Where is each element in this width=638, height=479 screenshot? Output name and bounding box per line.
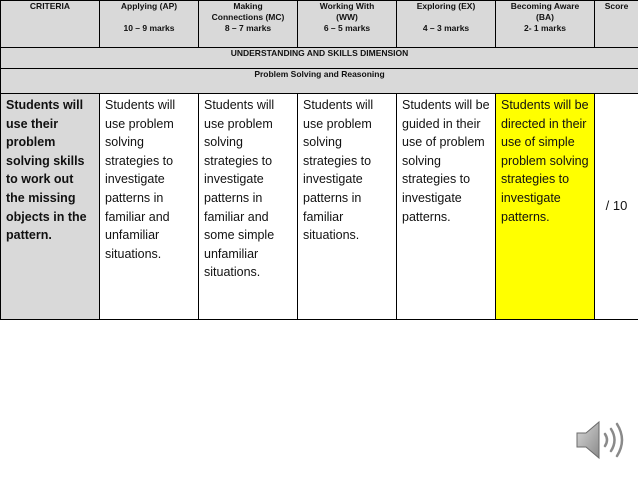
col-header-ww: Working With (WW) 6 – 5 marks <box>298 1 397 48</box>
score-header: Score <box>595 1 638 48</box>
col-header-mc: Making Connections (MC) 8 – 7 marks <box>199 1 298 48</box>
speaker-icon[interactable] <box>574 418 626 462</box>
score-cell: / 10 <box>595 94 638 320</box>
descriptor-ww: Students will use problem solving strategies to investigate patterns in familiar situations. <box>298 94 397 320</box>
col-header-ex: Exploring (EX) 4 – 3 marks <box>397 1 496 48</box>
descriptor-mc: Students will use problem solving strategies to investigate patterns in familiar and some simple unfamiliar situations. <box>199 94 298 320</box>
dimension-row <box>1 48 638 69</box>
subheading-row <box>1 69 638 94</box>
dimension-title: UNDERSTANDING AND SKILLS DIMENSION <box>1 48 638 69</box>
criteria-header: CRITERIA <box>1 1 100 48</box>
col-header-ap: Applying (AP) 10 – 9 marks <box>100 1 199 48</box>
subheading-title: Problem Solving and Reasoning <box>1 69 638 94</box>
criteria-cell: Students will use their problem solving skills to work out the missing objects in the pattern. <box>1 94 100 320</box>
header-row <box>1 1 638 48</box>
descriptor-ap: Students will use problem solving strategies to investigate patterns in familiar and unfamiliar situations. <box>100 94 199 320</box>
col-header-ba: Becoming Aware (BA) 2- 1 marks <box>496 1 595 48</box>
descriptor-ex: Students will be guided in their use of problem solving strategies to investigate patterns. <box>397 94 496 320</box>
criteria-row <box>1 94 638 320</box>
descriptor-ba-highlighted: Students will be directed in their use of simple problem solving strategies to investigate patterns. <box>496 94 595 320</box>
